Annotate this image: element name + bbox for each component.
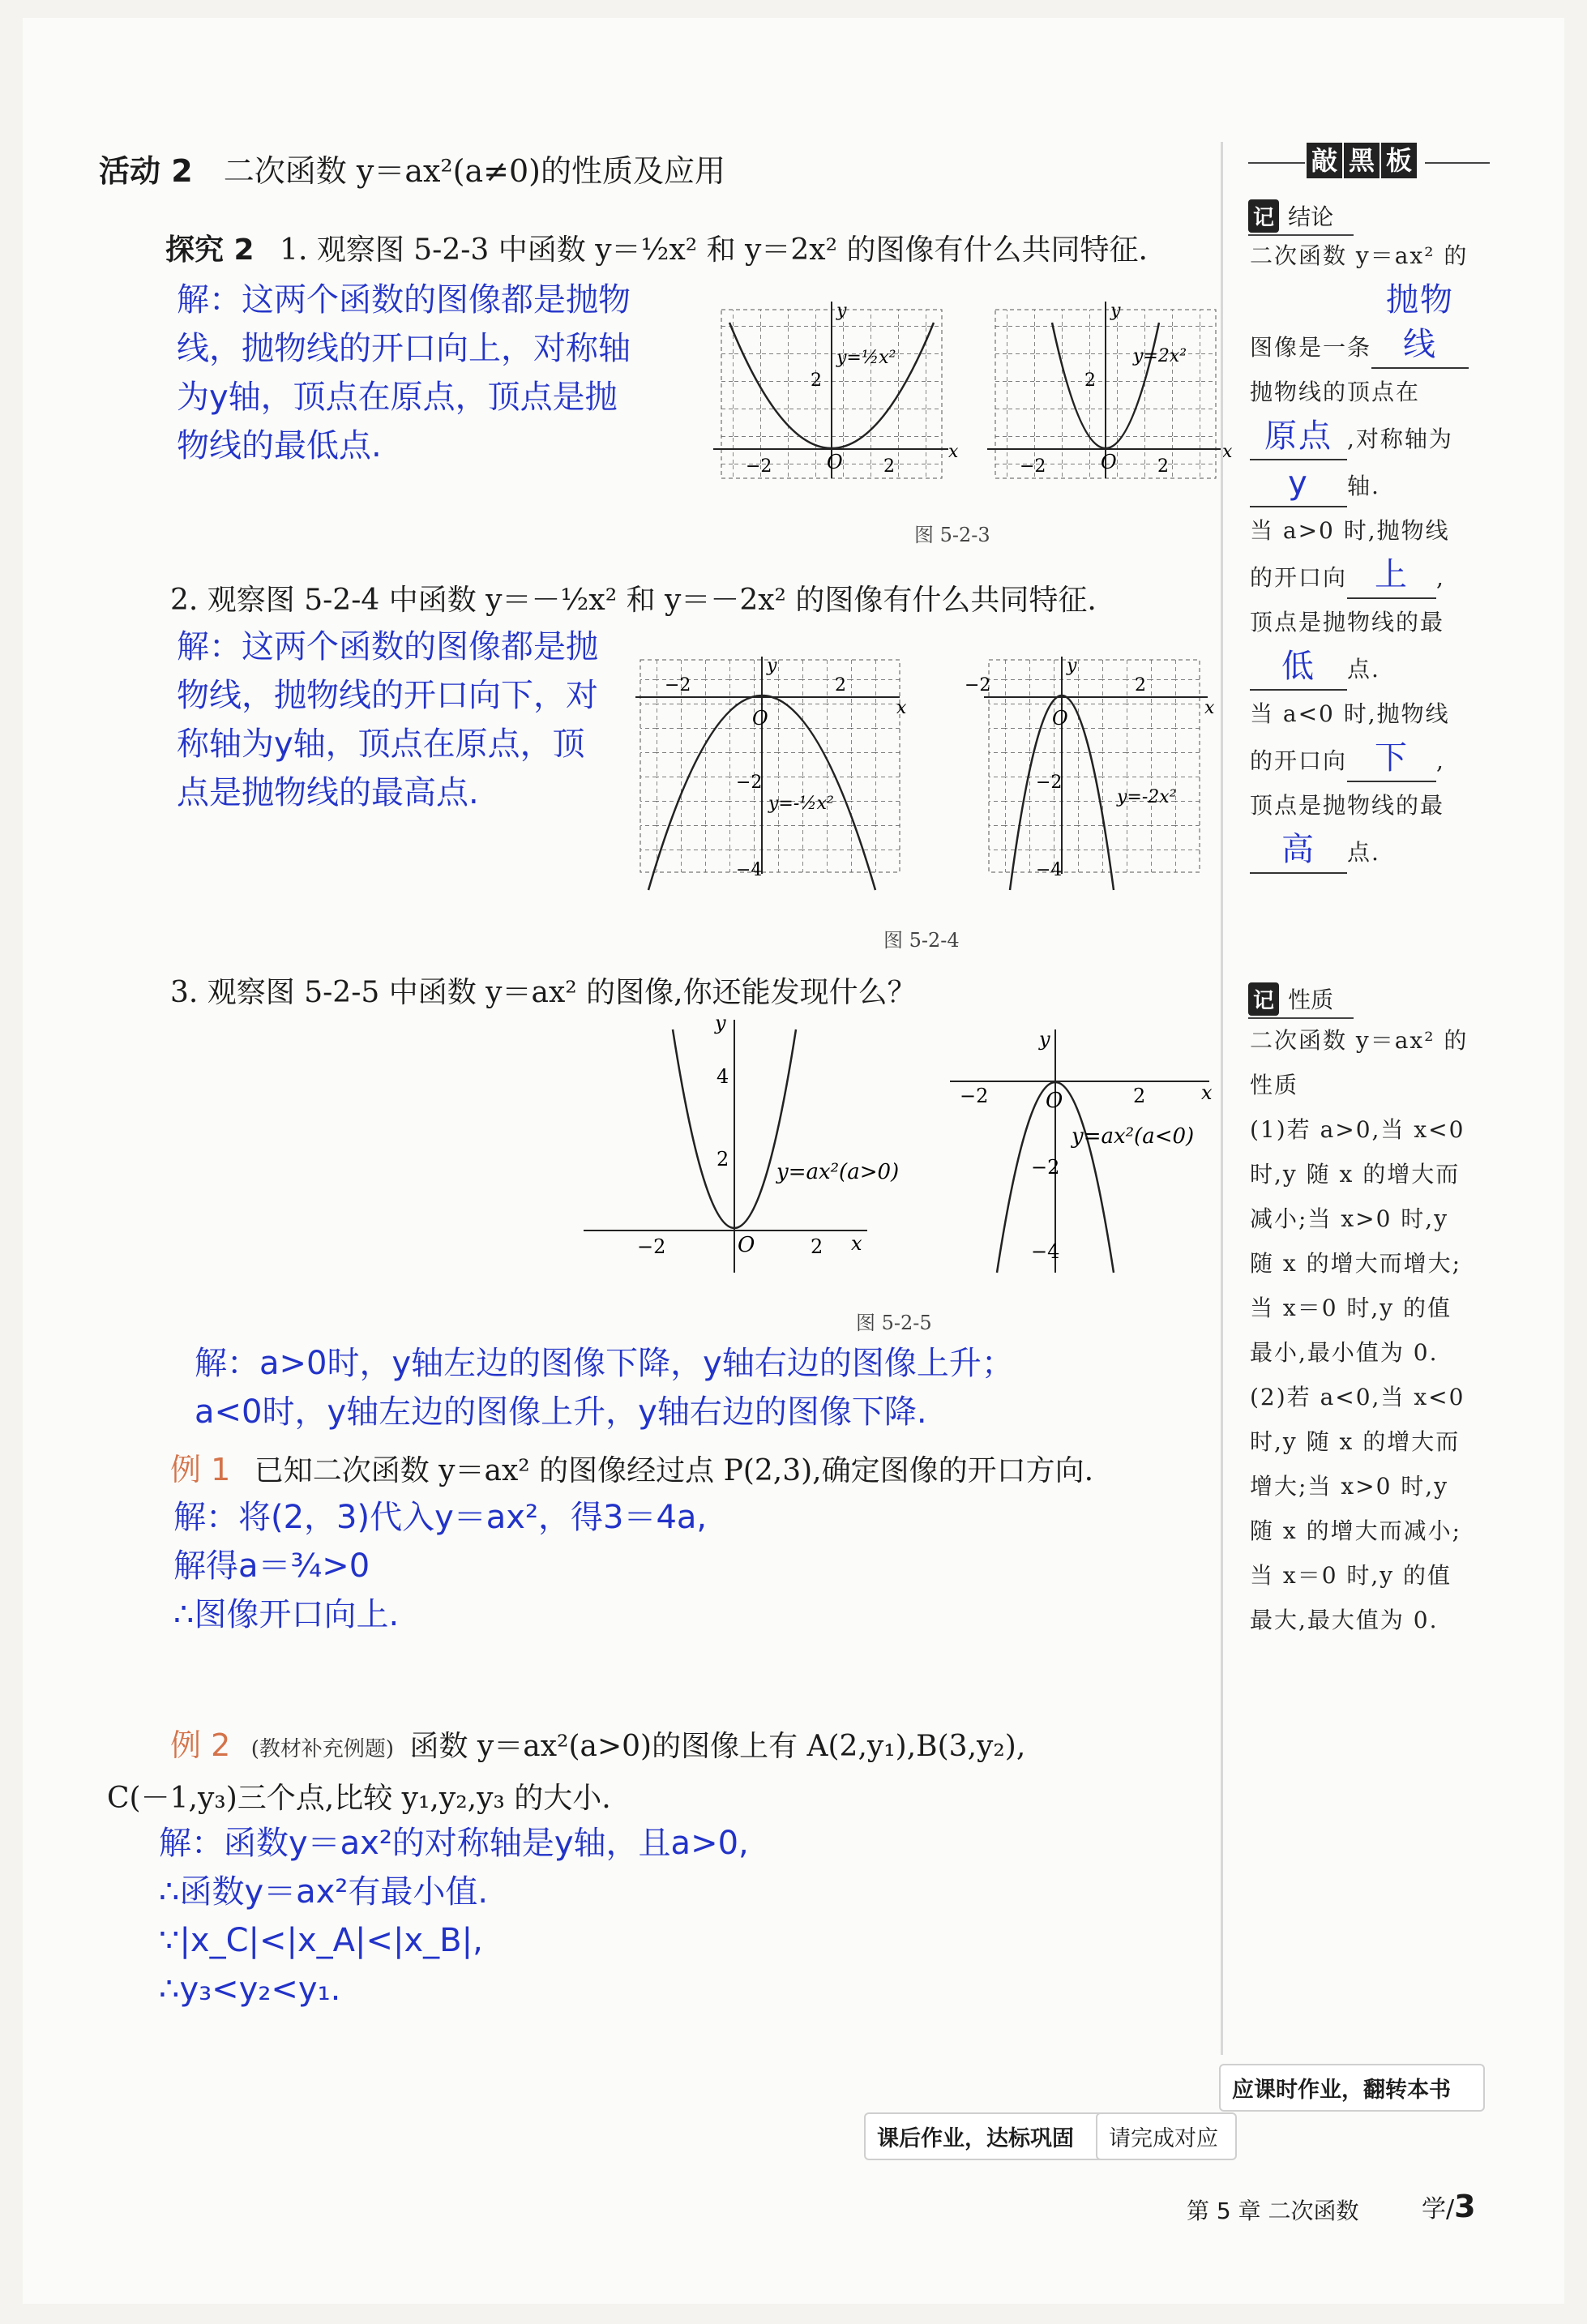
banner-char: 敲 (1307, 143, 1342, 178)
origin-label: O (738, 1233, 755, 1257)
conclusion-line: 二次函数 y＝ax² 的 (1250, 242, 1469, 269)
answer-line: 解：这两个函数的图像都是抛物 (177, 281, 631, 319)
tab-after-class-homework[interactable]: 课后作业，达标巩固 (864, 2112, 1106, 2160)
example1-tag: 例 1 (170, 1452, 231, 1487)
property-line: 当 x＝0 时,y 的值 (1250, 1562, 1452, 1589)
banner-char: 板 (1381, 143, 1417, 178)
example2-note: (教材补充例题) (250, 1737, 395, 1761)
conclusion-title: 结论 (1288, 203, 1334, 230)
tab-homework-flip[interactable]: 应课时作业，翻转本书 (1219, 2064, 1485, 2112)
page-num: 3 (1454, 2189, 1476, 2224)
x-axis-label: x (948, 442, 959, 462)
tab-complete-corresponding[interactable]: 请完成对应 (1096, 2112, 1237, 2160)
x-axis-label: x (1222, 442, 1233, 462)
blank-answer: 原点 (1250, 414, 1347, 460)
conclusion-line: 的开口向 下 , (1250, 736, 1493, 783)
property-line: 随 x 的增大而增大; (1250, 1250, 1462, 1277)
tick-y-neg4: −4 (736, 860, 763, 880)
conclusion-line: 当 a>0 时,抛物线 (1250, 517, 1450, 544)
y-axis-label: y (767, 656, 777, 676)
curve-label: y=½x² (836, 348, 896, 368)
curve-label: y=-2x² (1117, 787, 1177, 807)
tick-y-neg4: −4 (1036, 860, 1063, 880)
example2-text-1: 函数 y＝ax²(a>0)的图像上有 A(2,y₁),B(3,y₂), (409, 1730, 1026, 1763)
activity-label: 活动 2 (99, 153, 193, 189)
tick-y-neg2: −2 (1036, 773, 1063, 793)
x-axis-label: x (851, 1232, 862, 1255)
activity-title: 二次函数 y＝ax²(a≠0)的性质及应用 (223, 153, 725, 189)
text: 的开口向 (1250, 747, 1348, 774)
tick-pos2: 2 (1135, 675, 1146, 695)
curve-label: y=-½x² (768, 794, 834, 814)
answer-line: 解：这两个函数的图像都是抛 (177, 628, 598, 666)
note-icon: 记 (1248, 982, 1279, 1016)
answer-line: ∴图像开口向上. (173, 1596, 400, 1633)
text: 点. (1347, 656, 1380, 683)
origin-label: O (752, 707, 768, 730)
graph-a-negative (950, 1028, 1213, 1273)
blank-answer: 上 (1347, 553, 1436, 599)
property-line: 二次函数 y＝ax² 的 (1250, 1027, 1469, 1054)
column-divider (1221, 142, 1223, 2055)
answer-line: ∴函数y＝ax²有最小值. (159, 1873, 489, 1911)
example1-answer (173, 1493, 707, 1639)
tick-y2: 2 (1084, 370, 1096, 391)
answer-line: 物线，抛物线的开口向下，对 (177, 677, 598, 714)
answer-line: ∴y₃<y₂<y₁. (159, 1971, 341, 2008)
tick-pos2: 2 (811, 1235, 823, 1258)
origin-label: O (1046, 1089, 1063, 1113)
y-axis-label: y (836, 301, 847, 321)
banner-char: 黑 (1344, 143, 1380, 178)
answer-line: 称轴为y轴，顶点在原点，顶 (177, 725, 585, 763)
conclusion-body (1250, 233, 1493, 875)
y-axis-label: y (1110, 301, 1121, 321)
caption-5-2-4: 图 5-2-4 (883, 929, 960, 952)
blank-answer: 低 (1250, 644, 1347, 691)
x-axis-label: x (1204, 698, 1215, 718)
origin-label: O (827, 451, 843, 473)
tick-neg2: −2 (637, 1235, 666, 1258)
activity-heading (99, 146, 725, 190)
answer-line: a<0时，y轴左边的图像上升，y轴右边的图像下降. (195, 1393, 927, 1431)
curve-label: y=2x² (1133, 346, 1187, 366)
graph-neg-half-x-squared (635, 656, 907, 890)
tick-neg2: −2 (746, 456, 772, 477)
figure-5-2-3 (705, 298, 1233, 493)
example2-answer (159, 1819, 749, 2014)
explore-q2: 2. 观察图 5-2-4 中函数 y＝－½x² 和 y＝－2x² 的图像有什么共同特征. (170, 584, 1097, 617)
blank-answer: y (1250, 461, 1347, 507)
tick-pos2: 2 (835, 675, 846, 695)
property-line: (2)若 a<0,当 x<0 (1250, 1384, 1465, 1410)
property-line: 时,y 随 x 的增大而 (1250, 1161, 1461, 1188)
property-line: 最大,最大值为 0. (1250, 1607, 1439, 1633)
figure-5-2-4 (632, 655, 1224, 890)
text: 轴. (1347, 473, 1380, 499)
answer-line: 解：a>0时，y轴左边的图像下降，y轴右边的图像上升； (195, 1345, 1014, 1382)
y-axis-label: y (1039, 1028, 1050, 1051)
note-icon: 记 (1248, 199, 1279, 233)
curve-label: y=ax²(a>0) (776, 1160, 900, 1184)
conclusion-line: 当 a<0 时,抛物线 (1250, 700, 1450, 727)
property-line: 随 x 的增大而减小; (1250, 1517, 1462, 1544)
explore-a3 (195, 1339, 1014, 1436)
tick-y2: 2 (811, 370, 822, 391)
example2-text-2: C(－1,y₃)三个点,比较 y₁,y₂,y₃ 的大小. (107, 1782, 611, 1815)
example1-text: 已知二次函数 y＝ax² 的图像经过点 P(2,3),确定图像的开口方向. (254, 1454, 1094, 1487)
property-title: 性质 (1288, 987, 1334, 1013)
tick-neg2: −2 (665, 675, 691, 695)
property-body (1250, 1018, 1501, 1642)
conclusion-header (1248, 199, 1491, 236)
text: 的开口向 (1250, 564, 1348, 591)
explore-q3: 3. 观察图 5-2-5 中函数 y＝ax² 的图像,你还能发现什么？ (170, 976, 917, 1009)
conclusion-line (1250, 461, 1493, 508)
explore-a2 (177, 623, 598, 817)
page-label: 学/ (1422, 2195, 1455, 2223)
graph-a-positive (584, 1012, 899, 1273)
tick-neg2: −2 (965, 675, 991, 695)
page-number (1422, 2189, 1476, 2224)
conclusion-line: 顶点是抛物线的最 (1250, 792, 1445, 819)
answer-line: 解得a＝¾>0 (173, 1547, 370, 1585)
curve-label: y=ax²(a<0) (1072, 1124, 1195, 1149)
graph-two-x-squared (987, 301, 1233, 478)
tick-y4: 4 (717, 1065, 729, 1088)
tick-neg2: −2 (1020, 456, 1046, 477)
chapter-label: 第 5 章 二次函数 (1187, 2198, 1359, 2224)
example1-question (170, 1444, 1224, 1489)
property-line: 时,y 随 x 的增大而 (1250, 1428, 1461, 1455)
conclusion-line (1250, 278, 1493, 370)
tick-pos2: 2 (883, 456, 895, 477)
explore-label: 探究 2 (165, 233, 255, 267)
example2-tag: 例 2 (170, 1727, 231, 1763)
conclusion-line: 顶点是抛物线的最 (1250, 609, 1445, 636)
tick-neg2: −2 (960, 1085, 989, 1107)
tick-pos2: 2 (1157, 456, 1169, 477)
answer-line: 线，抛物线的开口向上，对称轴 (177, 330, 631, 367)
property-line: 最小,最小值为 0. (1250, 1339, 1439, 1366)
graph-half-x-squared (713, 301, 959, 478)
conclusion-line (1250, 828, 1493, 875)
tick-y-neg2: −2 (736, 773, 763, 793)
caption-5-2-5: 图 5-2-5 (856, 1312, 932, 1334)
tick-y-neg4: −4 (1031, 1240, 1060, 1263)
property-line: 性质 (1250, 1072, 1299, 1098)
property-line: 当 x＝0 时,y 的值 (1250, 1295, 1452, 1321)
x-axis-label: x (1201, 1081, 1213, 1104)
answer-line: 点是抛物线的最高点. (177, 774, 479, 811)
answer-line: ∵|x_C|<|x_A|<|x_B|, (159, 1922, 483, 1959)
property-line: (1)若 a>0,当 x<0 (1250, 1116, 1465, 1143)
blank-answer: 高 (1250, 828, 1347, 874)
conclusion-line (1250, 644, 1493, 691)
property-line: 增大;当 x>0 时,y (1250, 1473, 1449, 1500)
example2-question (170, 1720, 1224, 1765)
origin-label: O (1052, 707, 1068, 730)
blank-answer: 下 (1347, 736, 1436, 782)
property-line: 减小;当 x>0 时,y (1250, 1205, 1449, 1232)
answer-line: 物线的最低点. (177, 427, 382, 464)
explore-a1 (177, 276, 631, 470)
caption-5-2-3: 图 5-2-3 (914, 524, 990, 546)
origin-label: O (1101, 451, 1117, 473)
y-axis-label: y (715, 1012, 726, 1034)
text: 点. (1347, 839, 1380, 866)
answer-line: 为y轴，顶点在原点，顶点是抛 (177, 379, 618, 416)
conclusion-line: 的开口向 上 , (1250, 553, 1493, 600)
figure-5-2-5 (575, 1013, 1224, 1289)
text: ,对称轴为 (1347, 426, 1453, 452)
tick-y-neg2: −2 (1031, 1156, 1060, 1179)
conclusion-line: 抛物线的顶点在 (1250, 379, 1421, 405)
answer-line: 解：将(2，3)代入y＝ax²，得3＝4a, (173, 1499, 708, 1536)
tick-pos2: 2 (1133, 1085, 1146, 1107)
explore-q1-line (165, 227, 1219, 268)
property-header (1248, 982, 1491, 1019)
answer-line: 解：函数y＝ax²的对称轴是y轴，且a>0, (159, 1825, 749, 1862)
blank-answer: 抛物线 (1371, 278, 1469, 369)
x-axis-label: x (896, 698, 907, 718)
conclusion-line (1250, 414, 1493, 461)
tick-y2: 2 (717, 1148, 729, 1171)
explore-q1: 1. 观察图 5-2-3 中函数 y＝½x² 和 y＝2x² 的图像有什么共同特征. (280, 233, 1148, 267)
y-axis-label: y (1067, 656, 1077, 676)
text: 图像是一条 (1250, 334, 1372, 361)
graph-neg-two-x-squared (965, 656, 1215, 890)
